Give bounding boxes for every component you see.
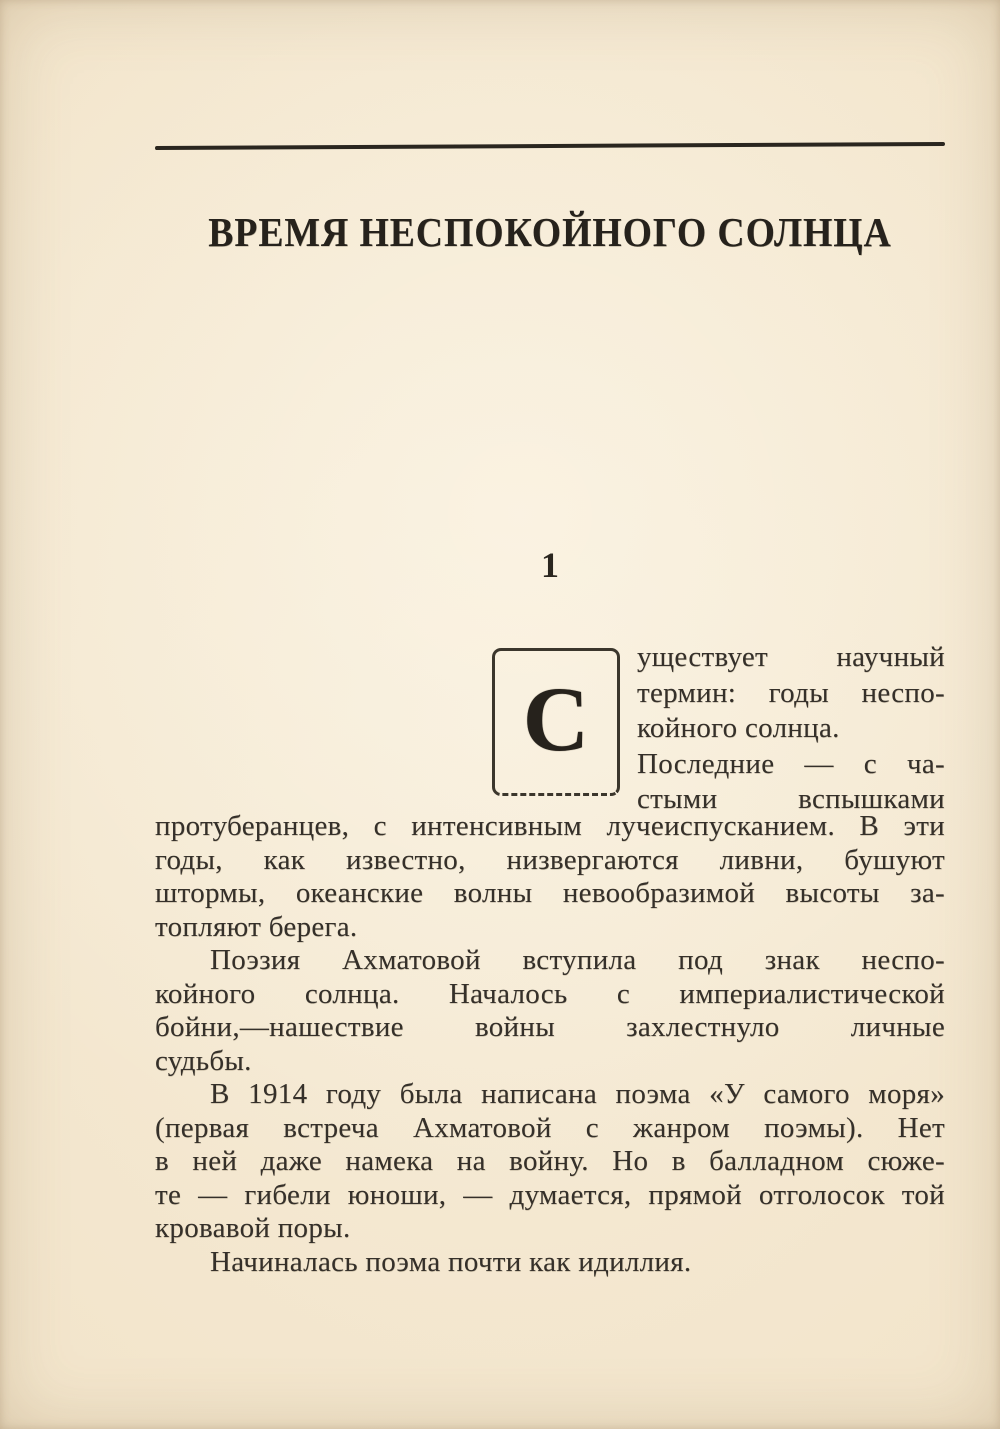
dropcap-letter: С bbox=[522, 668, 590, 770]
text-line: топляют берега. bbox=[155, 910, 358, 943]
text-line: термин: годы неспо- bbox=[637, 676, 945, 709]
text-line: койного солнца. Началось с империалистической bbox=[155, 977, 945, 1010]
text-line: Поэзия Ахматовой вступила под знак неспо- bbox=[210, 944, 945, 976]
text-line: (первая встреча Ахматовой с жанром поэмы). Нет bbox=[155, 1111, 945, 1144]
text-line: Начиналась поэма почти как идиллия. bbox=[210, 1245, 692, 1278]
text-line: уществует научный bbox=[637, 641, 945, 673]
text-line: в ней даже намека на войну. Но в балладном сюже- bbox=[155, 1145, 945, 1177]
dropcap-box bbox=[492, 648, 620, 796]
section-number: 1 bbox=[541, 545, 559, 585]
text-line: штормы, океанские волны невообразимой высоты за- bbox=[155, 877, 945, 909]
text-line: те — гибели юноши, — думается, прямой отголосок той bbox=[155, 1178, 945, 1211]
text-line: В 1914 году была написана поэма «У самого моря» bbox=[210, 1078, 945, 1110]
body-text bbox=[155, 810, 945, 1279]
text-line: стыми вспышками bbox=[637, 783, 945, 815]
text-line: Последние — с ча- bbox=[637, 747, 945, 780]
text-line: годы, как известно, низвергаются ливни, бушуют bbox=[155, 843, 945, 876]
text-line: судьбы. bbox=[155, 1044, 252, 1077]
chapter-title: ВРЕМЯ НЕСПОКОЙНОГО СОЛНЦА bbox=[208, 209, 892, 255]
chapter-rule bbox=[155, 142, 945, 150]
text-line: протуберанцев, с интенсивным лучеиспусканием. В эти bbox=[155, 810, 945, 842]
text-line: бойни,—нашествие войны захлестнуло личные bbox=[155, 1011, 945, 1043]
text-line: кровавой поры. bbox=[155, 1212, 351, 1244]
text-line: койного солнца. bbox=[637, 712, 840, 744]
dropcap-side-column bbox=[637, 640, 945, 818]
